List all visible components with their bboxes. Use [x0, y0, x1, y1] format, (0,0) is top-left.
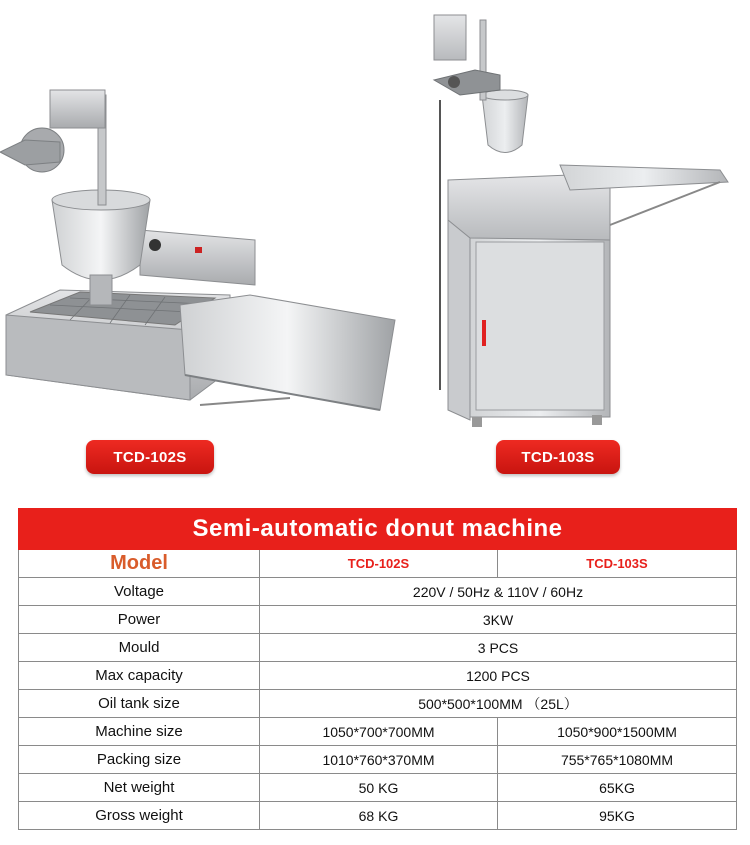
row-value-col1: 1010*760*370MM [260, 746, 498, 774]
spec-table [18, 508, 737, 830]
table-title-row [19, 509, 737, 550]
table-row [19, 690, 737, 718]
row-label: Gross weight [19, 802, 260, 830]
row-value: 500*500*100MM （25L） [260, 690, 737, 718]
table-title: Semi-automatic donut machine [19, 509, 737, 550]
table-row [19, 606, 737, 634]
countertop-donut-machine-image [0, 80, 400, 420]
product-badge-tcd-102s: TCD-102S [86, 440, 214, 474]
table-header-row [19, 550, 737, 578]
table-row [19, 774, 737, 802]
row-value-col2: 755*765*1080MM [498, 746, 737, 774]
row-value-col1: 50 KG [260, 774, 498, 802]
table-row [19, 746, 737, 774]
table-row [19, 578, 737, 606]
row-label: Mould [19, 634, 260, 662]
row-value-col1: 68 KG [260, 802, 498, 830]
model-col2: TCD-103S [498, 550, 737, 578]
row-label: Packing size [19, 746, 260, 774]
row-value-col2: 1050*900*1500MM [498, 718, 737, 746]
row-value: 220V / 50Hz & 110V / 60Hz [260, 578, 737, 606]
table-row [19, 802, 737, 830]
row-value-col2: 95KG [498, 802, 737, 830]
table-row [19, 662, 737, 690]
cabinet-donut-machine-image [420, 10, 740, 440]
row-value: 3KW [260, 606, 737, 634]
row-value-col2: 65KG [498, 774, 737, 802]
table-row [19, 718, 737, 746]
row-label: Power [19, 606, 260, 634]
model-col1: TCD-102S [260, 550, 498, 578]
row-label: Oil tank size [19, 690, 260, 718]
row-value: 1200 PCS [260, 662, 737, 690]
row-label: Max capacity [19, 662, 260, 690]
row-value: 3 PCS [260, 634, 737, 662]
table-row [19, 634, 737, 662]
product-badge-tcd-103s: TCD-103S [496, 440, 620, 474]
row-value-col1: 1050*700*700MM [260, 718, 498, 746]
row-label: Net weight [19, 774, 260, 802]
row-label: Machine size [19, 718, 260, 746]
row-label: Voltage [19, 578, 260, 606]
model-label: Model [19, 550, 260, 578]
